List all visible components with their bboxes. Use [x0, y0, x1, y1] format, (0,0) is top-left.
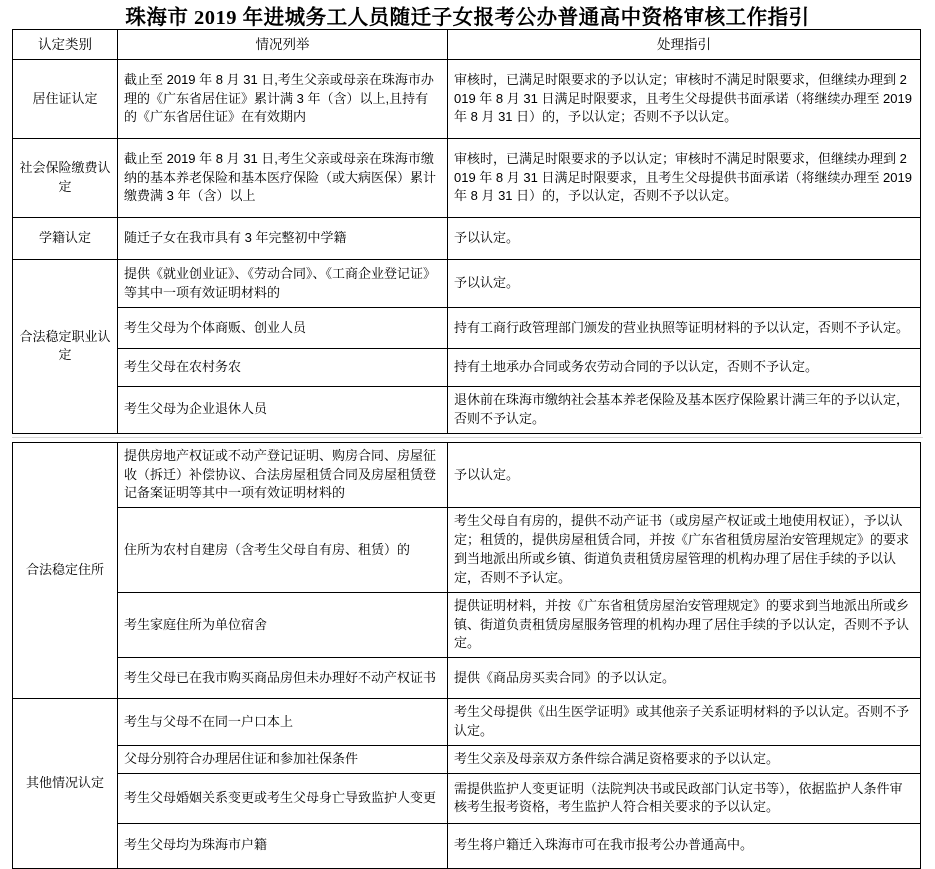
column-header-category: 认定类别	[13, 29, 118, 60]
table-row	[13, 218, 921, 260]
guideline-cell: 提供证明材料，并按《广东省租赁房屋治安管理规定》的要求到当地派出所或乡镇、街道负责租赁房屋服务管理的机构办理了居住手续的予以认定，否则不予认定。	[448, 592, 921, 658]
table-row	[13, 658, 921, 699]
table-row	[13, 60, 921, 139]
table-row	[13, 349, 921, 387]
table-row	[13, 773, 921, 823]
guideline-cell: 审核时，已满足时限要求的予以认定；审核时不满足时限要求，但继续办理到 2019 年 8 月 31 日满足时限要求，且考生父母提供书面承诺（将继续办理至 2019 年 8 月 31 日）的，予以认定，否则不予以认定。	[448, 139, 921, 218]
table-header-row	[13, 29, 921, 60]
eligibility-table-part-2	[12, 442, 921, 869]
guideline-cell: 提供《商品房买卖合同》的予以认定。	[448, 658, 921, 699]
case-cell: 随迁子女在我市具有 3 年完整初中学籍	[118, 218, 448, 260]
eligibility-table-part-1	[12, 29, 921, 434]
page-break-rule	[12, 437, 923, 438]
case-cell: 提供《就业创业证》、《劳动合同》、《工商企业登记证》等其中一项有效证明材料的	[118, 260, 448, 308]
case-cell: 考生父母婚姻关系变更或考生父母身亡导致监护人变更	[118, 773, 448, 823]
table-container	[0, 29, 935, 869]
table-row	[13, 260, 921, 308]
category-cell-other-situations: 其他情况认定	[13, 699, 118, 869]
guideline-cell: 审核时，已满足时限要求的予以认定；审核时不满足时限要求，但继续办理到 2019 年 8 月 31 日满足时限要求，且考生父母提供书面承诺（将继续办理至 2019 年 8 月 31 日）的，予以认定；否则不予以认定。	[448, 60, 921, 139]
table-row	[13, 139, 921, 218]
guideline-cell: 予以认定。	[448, 442, 921, 508]
category-cell-residence-permit: 居住证认定	[13, 60, 118, 139]
case-cell: 考生父母已在我市购买商品房但未办理好不动产权证书	[118, 658, 448, 699]
case-cell: 考生父母在农村务农	[118, 349, 448, 387]
table-row	[13, 699, 921, 746]
case-cell: 考生父母为企业退休人员	[118, 387, 448, 434]
table-row	[13, 387, 921, 434]
case-cell: 提供房地产权证或不动产登记证明、购房合同、房屋征收（拆迁）补偿协议、合法房屋租赁合同及房屋租赁登记备案证明等其中一项有效证明材料的	[118, 442, 448, 508]
guideline-cell: 持有工商行政管理部门颁发的营业执照等证明材料的予以认定，否则不予认定。	[448, 308, 921, 349]
table-body-part-1	[13, 60, 921, 434]
case-cell: 截止至 2019 年 8 月 31 日,考生父亲或母亲在珠海市办理的《广东省居住证》累计满 3 年（含）以上,且持有的《广东省居住证》在有效期内	[118, 60, 448, 139]
guideline-cell: 持有土地承办合同或务农劳动合同的予以认定，否则不予认定。	[448, 349, 921, 387]
case-cell: 截止至 2019 年 8 月 31 日,考生父亲或母亲在珠海市缴纳的基本养老保险和基本医疗保险（或大病医保）累计缴费满 3 年（含）以上	[118, 139, 448, 218]
category-cell-stable-residence: 合法稳定住所	[13, 442, 118, 698]
case-cell: 考生家庭住所为单位宿舍	[118, 592, 448, 658]
table-row	[13, 745, 921, 773]
case-cell: 考生父母为个体商贩、创业人员	[118, 308, 448, 349]
guideline-cell: 需提供监护人变更证明（法院判决书或民政部门认定书等），依据监护人条件审核考生报考资格，考生监护人符合相关要求的予以认定。	[448, 773, 921, 823]
guideline-cell: 退休前在珠海市缴纳社会基本养老保险及基本医疗保险累计满三年的予以认定，否则不予认定。	[448, 387, 921, 434]
guideline-cell: 予以认定。	[448, 260, 921, 308]
table-row	[13, 508, 921, 592]
page-title: 珠海市 2019 年进城务工人员随迁子女报考公办普通高中资格审核工作指引	[125, 7, 810, 29]
category-cell-school-record: 学籍认定	[13, 218, 118, 260]
table-row	[13, 442, 921, 508]
case-cell: 父母分别符合办理居住证和参加社保条件	[118, 745, 448, 773]
guideline-cell: 考生将户籍迁入珠海市可在我市报考公办普通高中。	[448, 823, 921, 868]
guideline-cell: 予以认定。	[448, 218, 921, 260]
category-cell-stable-employment: 合法稳定职业认定	[13, 260, 118, 434]
guideline-cell: 考生父亲及母亲双方条件综合满足资格要求的予以认定。	[448, 745, 921, 773]
page-break-divider	[12, 434, 923, 442]
table-body-part-2	[13, 442, 921, 868]
table-row	[13, 308, 921, 349]
category-cell-social-insurance: 社会保险缴费认定	[13, 139, 118, 218]
guideline-cell: 考生父母提供《出生医学证明》或其他亲子关系证明材料的予以认定。否则不予认定。	[448, 699, 921, 746]
table-row	[13, 592, 921, 658]
case-cell: 考生与父母不在同一户口本上	[118, 699, 448, 746]
case-cell: 住所为农村自建房（含考生父母自有房、租赁）的	[118, 508, 448, 592]
column-header-guideline: 处理指引	[448, 29, 921, 60]
table-header	[13, 29, 921, 60]
column-header-case: 情况列举	[118, 29, 448, 60]
table-row	[13, 823, 921, 868]
guideline-cell: 考生父母自有房的，提供不动产证书（或房屋产权证或土地使用权证），予以认定；租赁的，提供房屋租赁合同，并按《广东省租赁房屋治安管理规定》的要求到当地派出所或乡镇、街道负责租赁房屋管理的机构办理了居住手续的予以认定，否则不予认定。	[448, 508, 921, 592]
case-cell: 考生父母均为珠海市户籍	[118, 823, 448, 868]
